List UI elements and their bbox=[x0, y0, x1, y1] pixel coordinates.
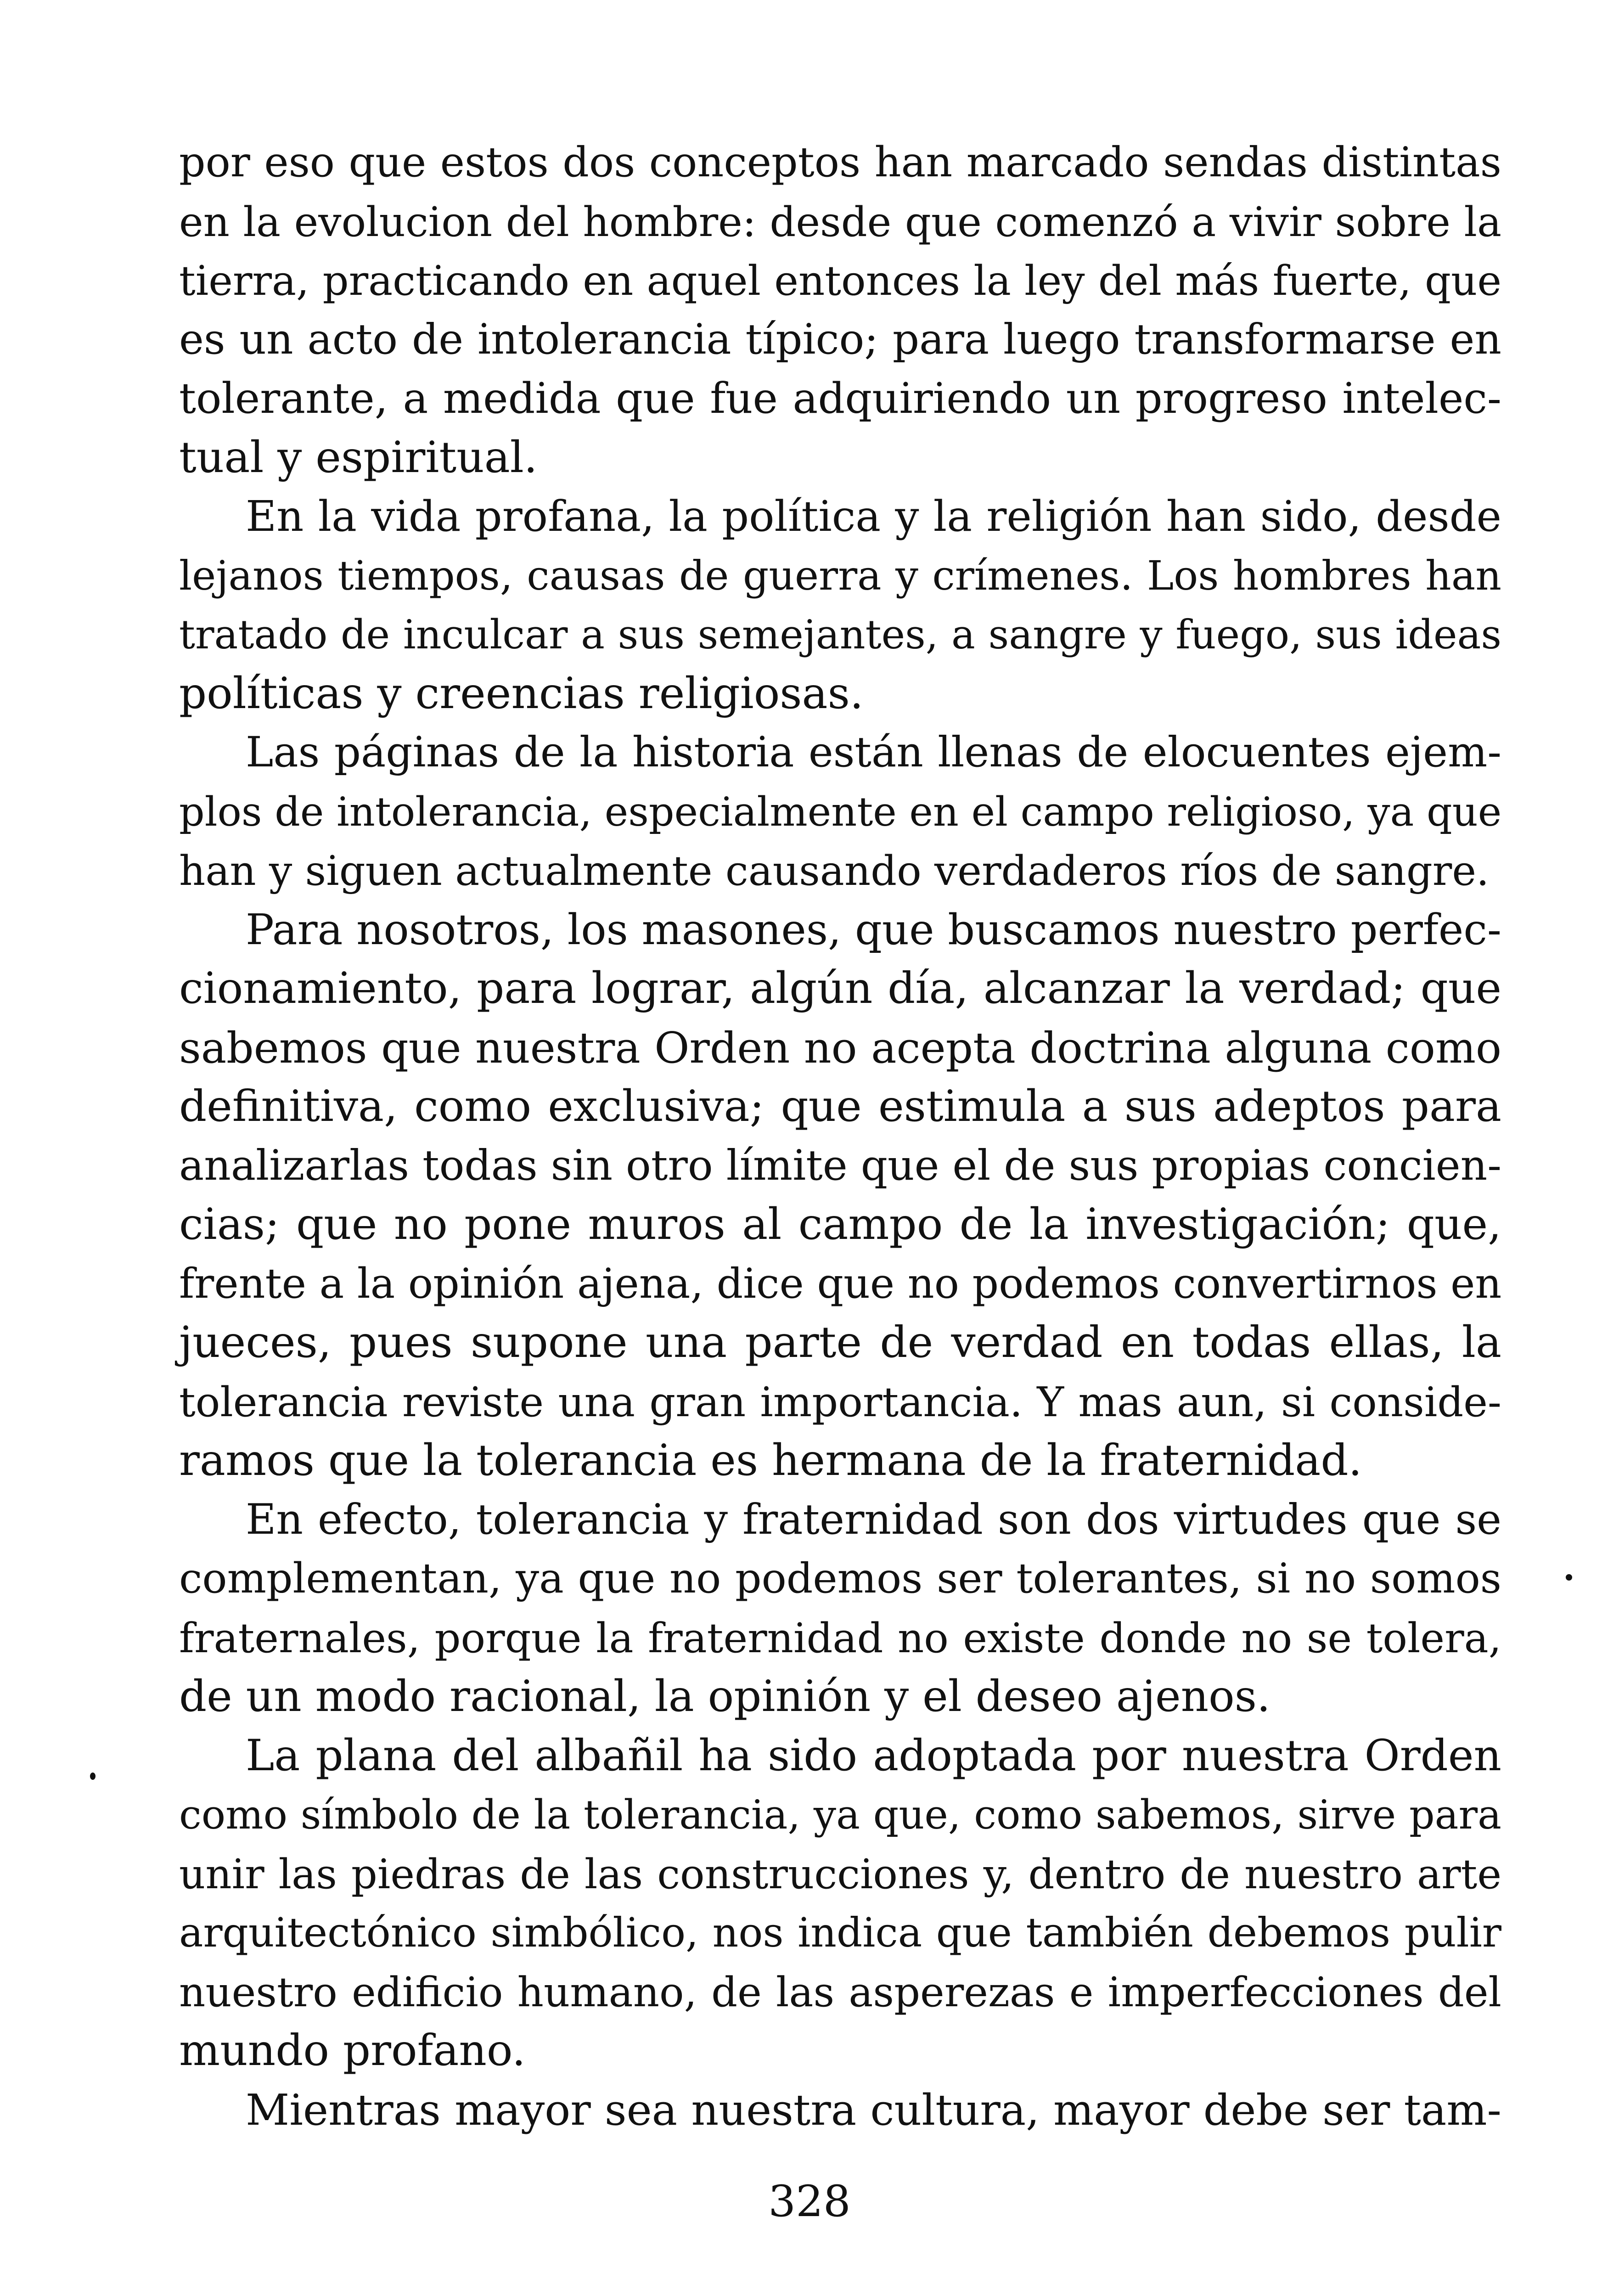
text-line: Las páginas de la historia están llenas de elocuentes ejem- bbox=[246, 728, 1501, 777]
text-line: fraternales, porque la fraternidad no existe donde no se tolera, bbox=[179, 1614, 1501, 1662]
text-line: En la vida profana, la política y la religión han sido, desde bbox=[246, 492, 1501, 541]
text-line: plos de intolerancia, especialmente en el campo religioso, ya que bbox=[179, 788, 1502, 835]
text-line: han y siguen actualmente causando verdaderos ríos de sangre. bbox=[179, 847, 1490, 895]
text-line: de un modo racional, la opinión y el deseo ajenos. bbox=[179, 1671, 1270, 1722]
text-line: por eso que estos dos conceptos han marcado sendas distintas bbox=[179, 138, 1501, 186]
text-line: arquitectónico simbólico, nos indica que también debemos pulir bbox=[179, 1909, 1501, 1956]
text-line: cias; que no pone muros al campo de la investigación; que, bbox=[179, 1199, 1501, 1249]
body-text bbox=[179, 133, 1501, 2139]
text-line: mundo profano. bbox=[179, 2026, 526, 2076]
text-line: complementan, ya que no podemos ser tolerantes, si no somos bbox=[179, 1554, 1501, 1603]
text-line: es un acto de intolerancia típico; para luego transformarse en bbox=[179, 315, 1501, 364]
text-line: analizarlas todas sin otro límite que el de sus propias concien- bbox=[179, 1141, 1501, 1190]
text-line: lejanos tiempos, causas de guerra y crímenes. Los hombres han bbox=[179, 551, 1501, 599]
text-line: unir las piedras de las construcciones y, dentro de nuestro arte bbox=[179, 1850, 1501, 1898]
text-line: Mientras mayor sea nuestra cultura, mayor debe ser tam- bbox=[246, 2085, 1501, 2135]
text-line: ramos que la tolerancia es hermana de la fraternidad. bbox=[179, 1435, 1362, 1486]
text-line: jueces, pues supone una parte de verdad en todas ellas, la bbox=[179, 1317, 1501, 1367]
text-line: políticas y creencias religiosas. bbox=[179, 668, 864, 719]
text-line: tolerante, a medida que fue adquiriendo un progreso intelec- bbox=[179, 374, 1501, 423]
text-line: nuestro edificio humano, de las asperezas e imperfecciones del bbox=[179, 1968, 1501, 2016]
text-line: frente a la opinión ajena, dice que no podemos convertirnos en bbox=[179, 1259, 1502, 1308]
ink-speck bbox=[1566, 1574, 1572, 1581]
text-line: cionamiento, para lograr, algún día, alcanzar la verdad; que bbox=[179, 963, 1501, 1013]
text-line: tual y espiritual. bbox=[179, 432, 538, 483]
text-line: como símbolo de la tolerancia, ya que, como sabemos, sirve para bbox=[179, 1791, 1501, 1838]
text-line: sabemos que nuestra Orden no acepta doctrina alguna como bbox=[179, 1023, 1501, 1073]
ink-speck bbox=[90, 1773, 96, 1780]
text-line: La plana del albañil ha sido adoptada por nuestra Orden bbox=[246, 1730, 1501, 1781]
text-line: definitiva, como exclusiva; que estimula a sus adeptos para bbox=[179, 1081, 1501, 1131]
page-number: 328 bbox=[768, 2177, 851, 2227]
text-line: en la evolucion del hombre: desde que comenzó a vivir sobre la bbox=[179, 197, 1501, 246]
text-line: En efecto, tolerancia y fraternidad son dos virtudes que se bbox=[246, 1495, 1501, 1544]
text-line: Para nosotros, los masones, que buscamos nuestro perfec- bbox=[246, 905, 1501, 954]
text-line: tierra, practicando en aquel entonces la ley del más fuerte, que bbox=[179, 257, 1501, 304]
text-line: tratado de inculcar a sus semejantes, a sangre y fuego, sus ideas bbox=[179, 611, 1501, 658]
text-line: tolerancia reviste una gran importancia. Y mas aun, si conside- bbox=[179, 1378, 1501, 1426]
